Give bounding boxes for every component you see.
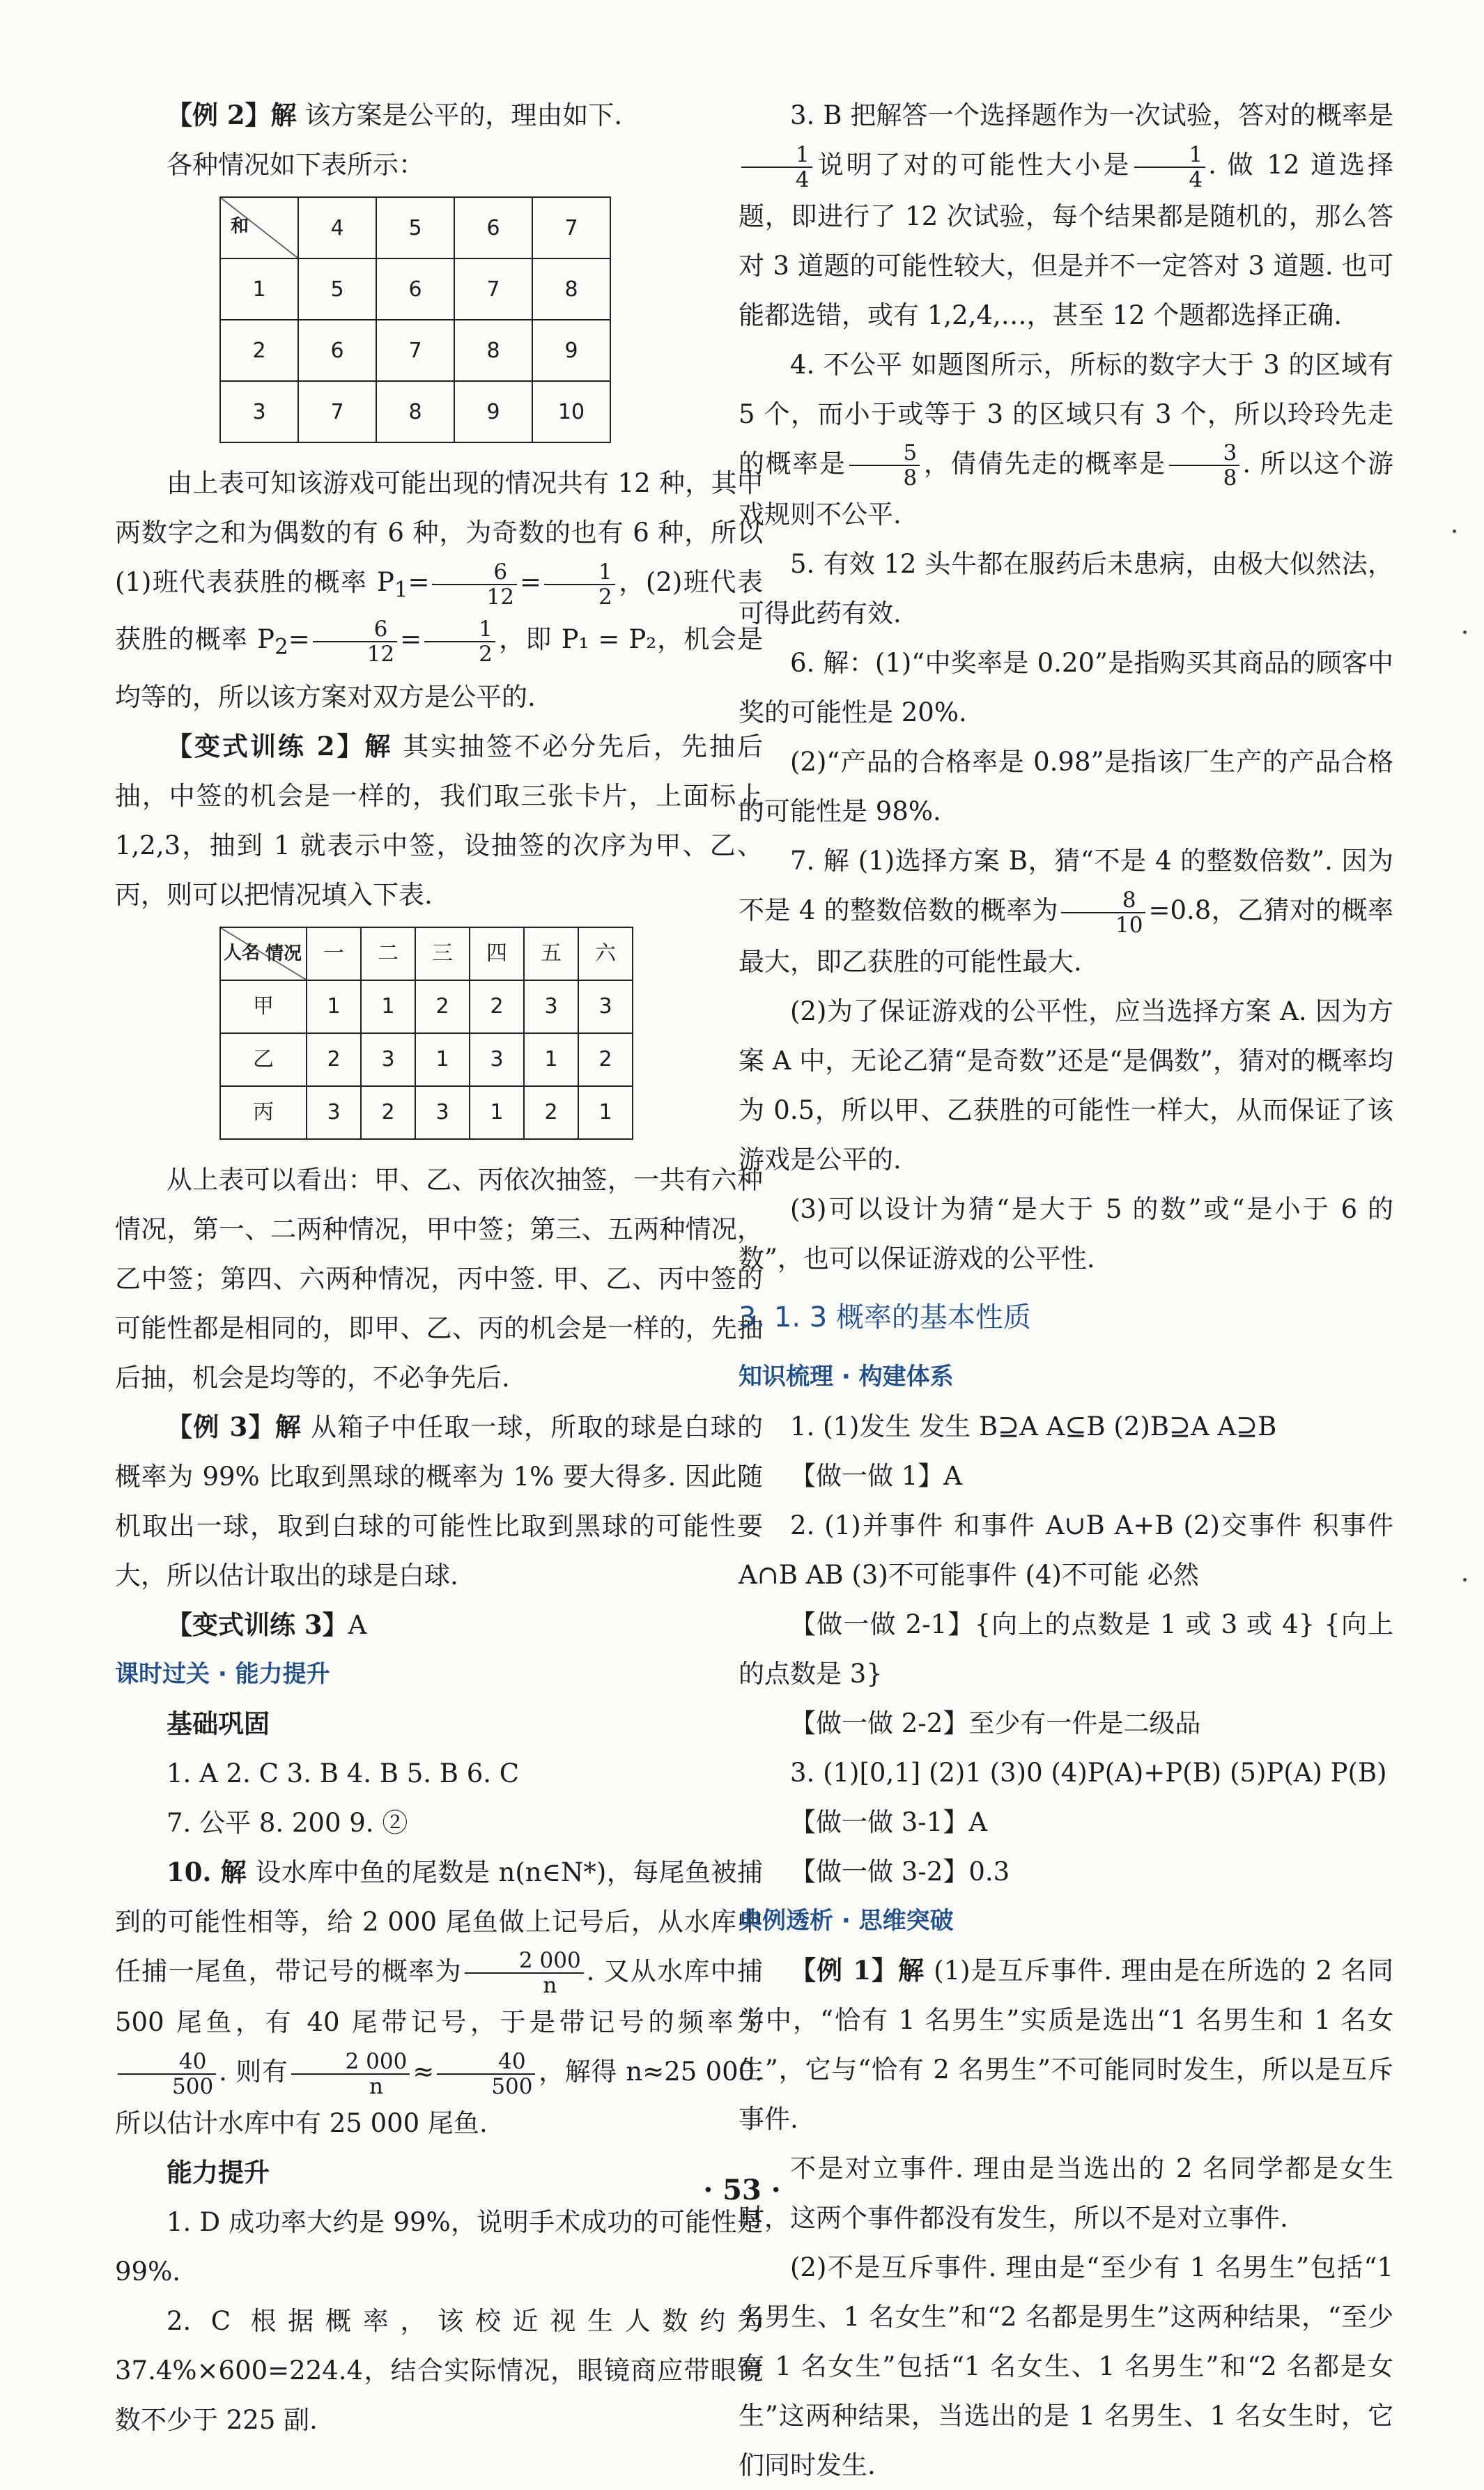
fraction: $\frac{1}{4}$	[741, 143, 812, 192]
table-row	[220, 258, 610, 320]
exercise-answer: 【做一做 3-1】A	[790, 1807, 988, 1837]
fraction: $\frac{1}{4}$	[1134, 143, 1205, 192]
example-3: 【例 3】解 从箱子中任取一球，所取的球是白球的概率为 99% 比取到黑球的概率为 1% 要大得多. 因此随机取出一球，取到白球的可能性比取到黑球的可能性要大，所以估计取出的球是白球.	[115, 1411, 763, 1591]
table-row	[220, 1033, 633, 1086]
table-cell: 10	[532, 381, 610, 442]
fraction: $\frac{3}{8}$	[1169, 441, 1240, 490]
lottery-table-corner: 情况 人名	[220, 927, 307, 980]
table-cell: 2	[361, 1086, 415, 1139]
table-cell: 3	[220, 381, 298, 442]
knowledge-item: 3. (1)[0,1] (2)1 (3)0 (4)P(A)+P(B) (5)P(A) P(B)	[790, 1757, 1387, 1788]
table-cell: 3	[578, 980, 633, 1033]
table-cell: 三	[415, 927, 470, 980]
table-cell: 4	[298, 197, 376, 258]
table-cell: 7	[298, 381, 376, 442]
exercise-answer: 【做一做 2-1】{向上的点数是 1 或 3 或 4} {向上的点数是 3}	[739, 1609, 1393, 1689]
table-cell: 5	[376, 197, 454, 258]
fraction: $\frac{1}{2}$	[544, 560, 615, 609]
table-cell: 7	[532, 197, 610, 258]
fraction: $\frac{2 000}{n}$	[291, 2050, 410, 2098]
question-7-part: (2)为了保证游戏的公平性，应当选择方案 A. 因为方案 A 中，无论乙猜“是奇数”还是“是偶数”，猜对的概率均为 0.5，所以甲、乙获胜的可能性一样大，从而保证了该游戏是公平的.	[739, 996, 1393, 1175]
exercise-answer: 【做一做 3-2】0.3	[790, 1856, 1010, 1887]
fraction: $\frac{6}{12}$	[313, 617, 397, 666]
example-2: 【例 2】解 该方案是公平的，理由如下.	[167, 100, 623, 130]
section-title: 3. 1. 3 概率的基本性质	[739, 1301, 1031, 1333]
table-cell: 5	[298, 258, 376, 320]
table-cell: 8	[376, 381, 454, 442]
table-cell: 1	[578, 1086, 633, 1139]
question-4: 4. 不公平 如题图所示，所标的数字大于 3 的区域有 5 个，而小于或等于 3 的区域只有 3 个，所以玲玲先走的概率是 $\frac{5}{8}$ ，倩倩先走的概率是 $\frac{3}{8}$ . 所以这个游戏规则不公平.	[739, 349, 1394, 529]
fraction: $\frac{5}{8}$	[849, 441, 920, 490]
variant-2: 【变式训练 2】解 其实抽签不必分先后，先抽后抽，中签的机会是一样的，我们取三张卡片，上面标上 1,2,3，抽到 1 就表示中签，设抽签的次序为甲、乙、丙，则可以把情况填入下表.	[115, 730, 763, 910]
sum-table-corner: 和	[220, 197, 298, 258]
fraction: $\frac{6}{12}$	[432, 560, 516, 609]
table-cell: 6	[376, 258, 454, 320]
table-cell: 1	[524, 1033, 578, 1086]
table-cell: 2	[415, 980, 470, 1033]
table-cell: 丙	[220, 1086, 307, 1139]
lottery-table	[219, 927, 633, 1140]
example-1-part: 不是对立事件. 理由是当选出的 2 名同学都是女生时，这两个事件都没有发生，所以不是对立事件.	[739, 2153, 1393, 2233]
variant-3: 【变式训练 3】A	[167, 1609, 367, 1640]
table-cell: 2	[470, 980, 524, 1033]
table-cell: 六	[578, 927, 633, 980]
table-cell: 9	[454, 381, 532, 442]
fraction: $\frac{1}{2}$	[424, 617, 495, 666]
table-cell: 五	[524, 927, 578, 980]
margin-dot	[1463, 631, 1467, 634]
table-cell: 7	[454, 258, 532, 320]
right-column	[739, 91, 1393, 2490]
table-cell: 乙	[220, 1033, 307, 1086]
knowledge-item: 2. (1)并事件 和事件 A∪B A+B (2)交事件 积事件 A∩B AB (3)不可能事件 (4)不可能 必然	[739, 1510, 1393, 1590]
table-row	[220, 980, 633, 1033]
table-cell: 3	[307, 1086, 361, 1139]
fraction: $\frac{40}{500}$	[437, 2050, 535, 2098]
lottery-analysis: 从上表可以看出：甲、乙、丙依次抽签，一共有六种情况，第一、二两种情况，甲中签；第三、五两种情况，乙中签；第四、六两种情况，丙中签. 甲、乙、丙中签的可能性都是相同的，即甲、乙、丙的机会是一样的，先抽后抽，机会是均等的，不必争先后.	[115, 1164, 763, 1393]
question-7: 7. 解 (1)选择方案 B，猜“不是 4 的整数倍数”. 因为不是 4 的整数倍数的概率为 $\frac{8}{10}$ =0.8，乙猜对的概率最大，即乙获胜的可能性最大.	[739, 846, 1393, 977]
table-cell: 1	[361, 980, 415, 1033]
page-number: · 53 ·	[703, 2174, 781, 2206]
section-heading: 典例透析 · 思维突破	[739, 1906, 954, 1935]
table-cell: 3	[470, 1033, 524, 1086]
analysis-paragraph: 由上表可知该游戏可能出现的情况共有 12 种，其中两数字之和为偶数的有 6 种，为奇数的也有 6 种，所以(1)班代表获胜的概率 $P_1=$ $\frac{6}{12}$ = $\frac{1}{2}$ ，(2)班代表获胜的概率 $P_2=$ $\frac{6}{12}$ = $\frac{1}{2}$ ，即 P₁ = P₂，机会是均等的，所以该方案对双方是公平的.	[115, 468, 763, 712]
question-5: 5. 有效 12 头牛都在服药后未患病，由极大似然法，可得此药有效.	[739, 549, 1393, 628]
example-1-part: (2)不是互斥事件. 理由是“至少有 1 名男生”包括“1 名男生、1 名女生”和“2 名都是男生”这两种结果，“至少有 1 名女生”包括“1 名女生、1 名男生”和“2 名都是女生”这两种结果，当选出的是 1 名男生、1 名女生时，它们同时发生.	[739, 2252, 1393, 2480]
table-cell: 6	[298, 320, 376, 381]
table-cell: 8	[454, 320, 532, 381]
margin-dot	[1453, 529, 1456, 533]
question-3: 3. B 把解答一个选择题作为一次试验，答对的概率是 $\frac{1}{4}$ 说明了对的可能性大小是 $\frac{1}{4}$ . 做 12 道选择题，即进行了 12 次试验，每个结果都是随机的，那么答对 3 道题的可能性较大，但是并不一定答对 3 道题. 也可能都选错，或有 1,2,4,…，甚至 12 个题都选择正确.	[739, 100, 1393, 330]
table-cell: 2	[220, 320, 298, 381]
table-cell: 2	[578, 1033, 633, 1086]
fraction: $\frac{40}{500}$	[118, 2050, 216, 2098]
table-cell: 二	[361, 927, 415, 980]
left-column	[115, 91, 763, 2445]
table-cell: 1	[470, 1086, 524, 1139]
answer-line: 7. 公平 8. 200 9. ②	[167, 1807, 408, 1838]
table-cell: 6	[454, 197, 532, 258]
subsection-heading: 能力提升	[167, 2156, 270, 2188]
table-cell: 3	[524, 980, 578, 1033]
table-cell: 1	[415, 1033, 470, 1086]
table-cell: 1	[220, 258, 298, 320]
section-heading: 课时过关 · 能力提升	[115, 1660, 330, 1688]
exercise-answer: 【做一做 2-2】至少有一件是二级品	[790, 1708, 1201, 1738]
table-cell: 四	[470, 927, 524, 980]
table-cell: 3	[361, 1033, 415, 1086]
exercise-answer: 【做一做 1】A	[790, 1460, 963, 1491]
knowledge-item: 1. (1)发生 发生 B⊇A A⊆B (2)B⊇A A⊇B	[790, 1411, 1277, 1441]
answer-line: 1. D 成功率大约是 99%，说明手术成功的可能性是 99%.	[115, 2206, 763, 2287]
margin-dot	[1463, 1578, 1467, 1582]
example-1: 【例 1】解 (1)是互斥事件. 理由是在所选的 2 名同学中，“恰有 1 名男生”实质是选出“1 名男生和 1 名女生”，它与“恰有 2 名男生”不可能同时发生，所以是互斥事件.	[739, 1954, 1393, 2134]
table-cell: 7	[376, 320, 454, 381]
subsection-heading: 基础巩固	[167, 1708, 270, 1739]
table-row	[220, 320, 610, 381]
question-10: 10. 解 设水库中鱼的尾数是 n(n∈N*)，每尾鱼被捕到的可能性相等，给 2 000 尾鱼做上记号后，从水库中任捕一尾鱼，带记号的概率为 $\frac{2 000}{n}$ . 又从水库中捕 500 尾鱼，有 40 尾带记号，于是带记号的频率为 $\frac{40}{500}$ . 则有 $\frac{2 000}{n}$ ≈ $\frac{40}{500}$ ，解得 n≈25 000. 所以估计水库中有 25 000 尾鱼.	[115, 1856, 763, 2138]
table-cell: 一	[307, 927, 361, 980]
table-row	[220, 1086, 633, 1139]
table-cell: 8	[532, 258, 610, 320]
fraction: $\frac{2 000}{n}$	[465, 1949, 584, 1997]
table-cell: 9	[532, 320, 610, 381]
question-7-part: (3)可以设计为猜“是大于 5 的数”或“是小于 6 的数”，也可以保证游戏的公平性.	[739, 1193, 1393, 1274]
section-heading: 知识梳理 · 构建体系	[739, 1362, 954, 1391]
question-6-part: (2)“产品的合格率是 0.98”是指该厂生产的产品合格的可能性是 98%.	[739, 747, 1393, 826]
table-cell: 3	[415, 1086, 470, 1139]
question-6: 6. 解：(1)“中奖率是 0.20”是指购买其商品的顾客中奖的可能性是 20%.	[739, 648, 1393, 727]
table-cell: 1	[307, 980, 361, 1033]
answer-line: 1. A 2. C 3. B 4. B 5. B 6. C	[167, 1758, 520, 1788]
table-cell: 2	[524, 1086, 578, 1139]
sum-table	[219, 196, 611, 443]
table-cell: 2	[307, 1033, 361, 1086]
table-row	[220, 381, 610, 442]
fraction: $\frac{8}{10}$	[1061, 888, 1145, 937]
table-cell: 甲	[220, 980, 307, 1033]
example-2-intro: 各种情况如下表所示：	[167, 150, 424, 180]
answer-line: 2. C 根据概率，该校近视生人数约为 37.4%×600=224.4，结合实际情况，眼镜商应带眼镜数不少于 225 副.	[115, 2305, 763, 2435]
